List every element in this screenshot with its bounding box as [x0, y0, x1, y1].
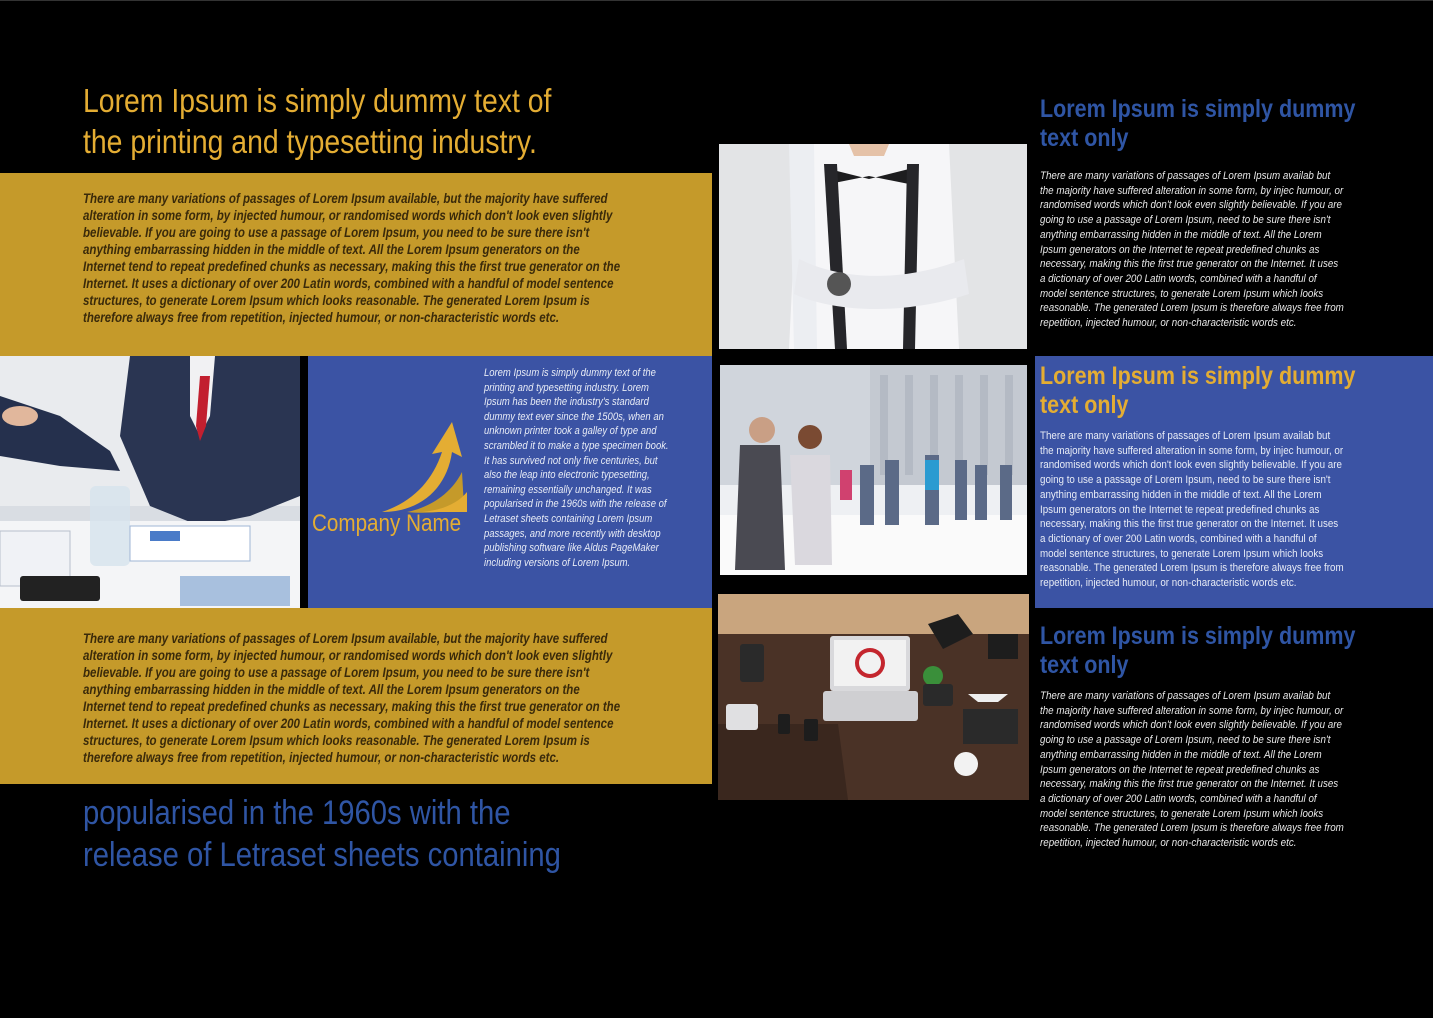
side-title-1: Lorem Ipsum is simply dummy text only [1040, 95, 1356, 152]
rising-arrow-logo-icon [312, 412, 472, 572]
photo-desk-workspace [718, 594, 1029, 800]
footer-quote: popularised in the 1960s with the release of Letraset sheets containing [83, 794, 561, 874]
top-divider [0, 0, 1433, 1]
page-headline: Lorem Ipsum is simply dummy text of the printing and typesetting industry. [83, 82, 552, 160]
company-panel-text: Lorem Ipsum is simply dummy text of the printing and typesetting industry. Lorem Ipsum has been the industry's standard dummy text ever since the 1500s, when an unknown printer took a galley of type and scrambled it to make a type specimen book. It has survived not only five centuries, but also the leap into electronic typesetting, remaining essentially unchanged. It was popularised in the 1960s with the release of Letraset sheets containing Lorem Ipsum passages, and more recently with desktop publishing software like Aldus PageMaker including versions of Lorem Ipsum. [484, 367, 669, 569]
gold-band-top-text: There are many variations of passages of Lorem Ipsum available, but the majority have suffered alteration in some form, by injected humour, or randomised words which don't look even slightly believable. If you are going to use a passage of Lorem Ipsum, you need to be sure there isn't anything embarrassing hidden in the middle of text. All the Lorem Ipsum generators on the Internet tend to repeat predefined chunks as necessary, making this the first true generator on the Internet. It uses a dictionary of over 200 Latin words, combined with a handful of model sentence structures, to generate Lorem Ipsum which looks reasonable. The generated Lorem Ipsum is therefore always free from repetition, injected humour, or non-characteristic words etc. [83, 191, 621, 325]
gold-band-top [0, 173, 712, 356]
gold-band-bottom [0, 608, 712, 784]
gold-band-bottom-text: There are many variations of passages of Lorem Ipsum available, but the majority have suffered alteration in some form, by injected humour, or randomised words which don't look even slightly believable. If you are going to use a passage of Lorem Ipsum, you need to be sure there isn't anything embarrassing hidden in the middle of text. All the Lorem Ipsum generators on the Internet tend to repeat predefined chunks as necessary, making this the first true generator on the Internet. It uses a dictionary of over 200 Latin words, combined with a handful of model sentence structures, to generate Lorem Ipsum which looks reasonable. The generated Lorem Ipsum is therefore always free from repetition, injected humour, or non-characteristic words etc. [83, 631, 621, 765]
photo-business-people [720, 365, 1027, 575]
company-panel [308, 356, 712, 608]
company-name: Company Name [312, 510, 462, 537]
side-body-2: There are many variations of passages of Lorem Ipsum availab but the majority have suffered alteration in some form, by injec humour, or randomised words which don't look even slightly believable. If you are going to use a passage of Lorem Ipsum, need to be sure there isn't anything embarrassing hidden in the middle of text. All the Lorem Ipsum generators on the Internet te repeat predefined chunks as necessary, making this the first true generator on the Internet. It uses a dictionary of over 200 Latin words, combined with a handful of model sentence structures, to generate Lorem Ipsum which looks reasonable. The generated Lorem Ipsum is therefore always free from repetition, injected humour, or non-characteristic words etc. [1040, 430, 1344, 590]
side-body-1: There are many variations of passages of Lorem Ipsum availab but the majority have suffered alteration in some form, by injec humour, or randomised words which don't look even slightly believable. If you are going to use a passage of Lorem Ipsum, need to be sure there isn't anything embarrassing hidden in the middle of text. All the Lorem Ipsum generators on the Internet te repeat predefined chunks as necessary, making this the first true generator on the Internet. It uses a dictionary of over 200 Latin words, combined with a handful of model sentence structures, to generate Lorem Ipsum which looks reasonable. The generated Lorem Ipsum is therefore always free from repetition, injected humour, or non-characteristic words etc. [1040, 170, 1344, 330]
side-body-3: There are many variations of passages of Lorem Ipsum availab but the majority have suffered alteration in some form, by injec humour, or randomised words which don't look even slightly believable. If you are going to use a passage of Lorem Ipsum, need to be sure there isn't anything embarrassing hidden in the middle of text. All the Lorem Ipsum generators on the Internet te repeat predefined chunks as necessary, making this the first true generator on the Internet. It uses a dictionary of over 200 Latin words, combined with a handful of model sentence structures, to generate Lorem Ipsum which looks reasonable. The generated Lorem Ipsum is therefore always free from repetition, injected humour, or non-characteristic words etc. [1040, 690, 1344, 850]
photo-man-suspenders [719, 144, 1027, 349]
photo-businessman-desk [0, 356, 300, 608]
side-title-2: Lorem Ipsum is simply dummy text only [1040, 362, 1356, 419]
side-title-3: Lorem Ipsum is simply dummy text only [1040, 622, 1356, 679]
